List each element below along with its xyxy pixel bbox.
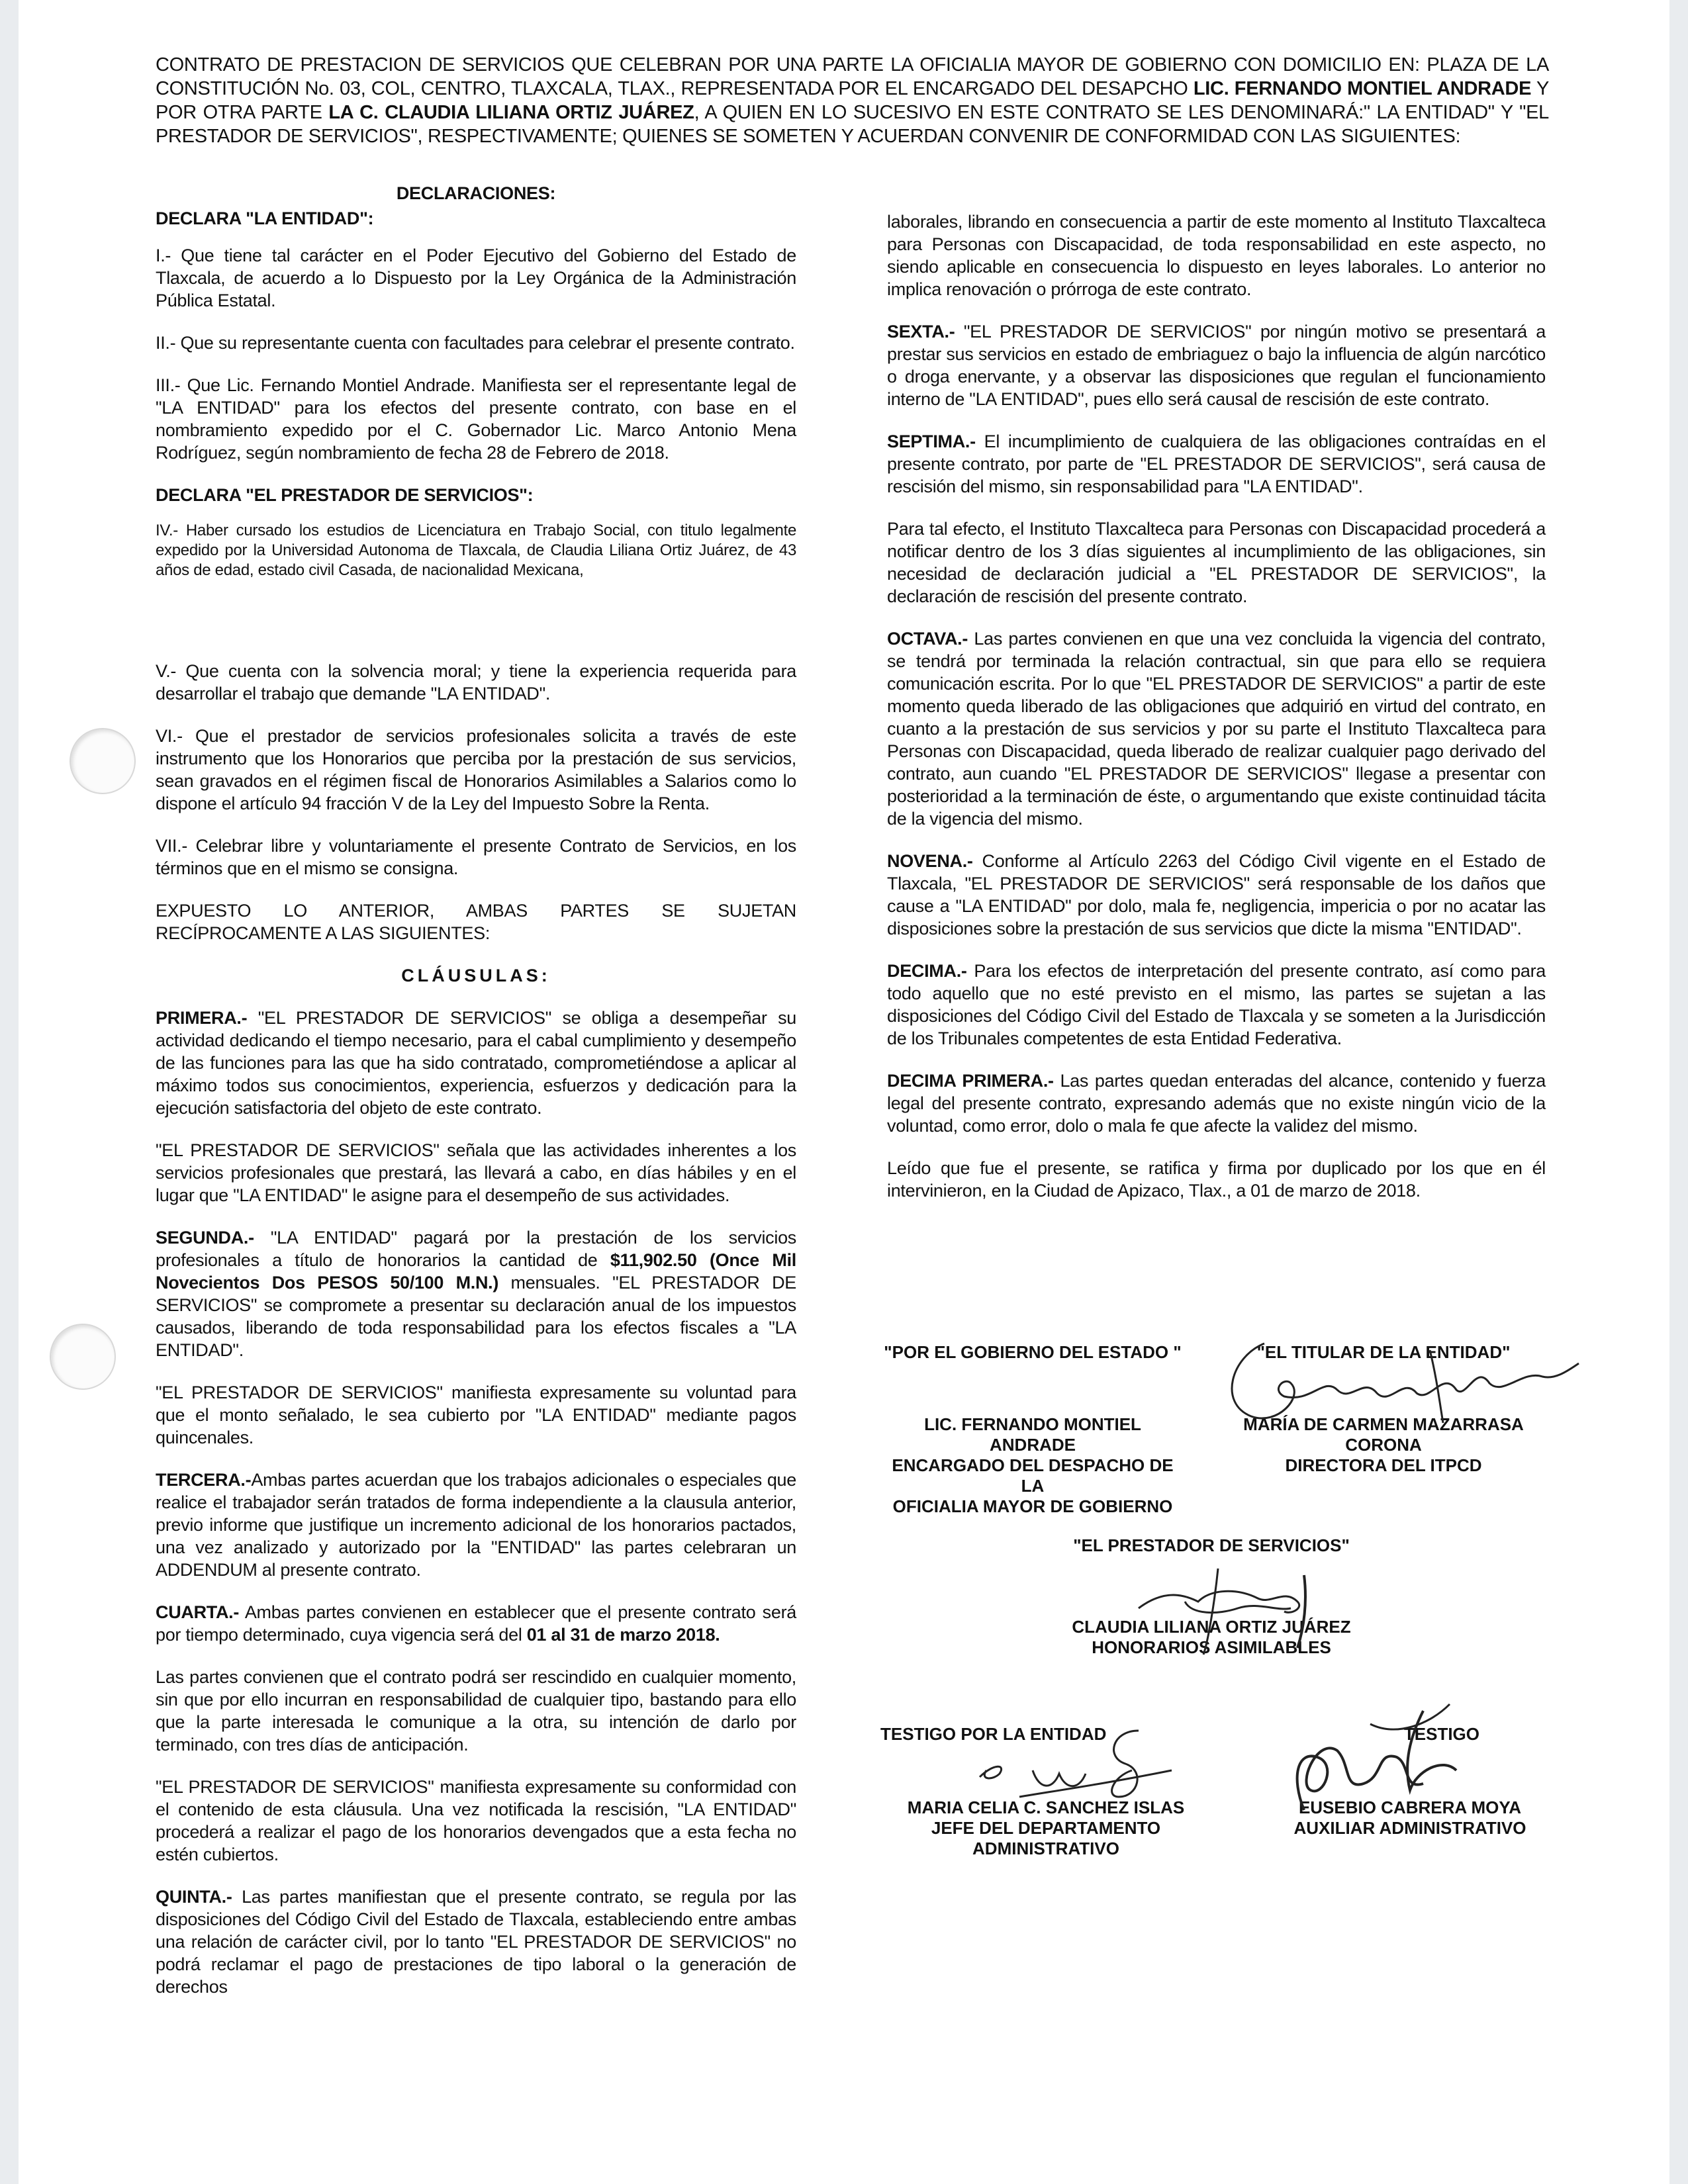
declaracion-ii: II.- Que su representante cuenta con facultades para celebrar el presente contrato. — [156, 333, 795, 353]
clausula-tercera-text: Ambas partes acuerdan que los trabajos adicionales o especiales que realice el trabajador serán tratados de forma independiente a la clausula anterior, previo informe que justifique un incremento adicional de los honorarios pactados, una vez analizado y autorizado por la "ENTIDAD" las partes celebraran un ADDENDUM al presente contrato. — [156, 1470, 796, 1580]
declaracion-vii: VII.- Celebrar libre y voluntariamente el presente Contrato de Servicios, en los términos que en el mismo se consigna. — [156, 836, 796, 878]
clausula-septima-text: El incumplimiento de cualquiera de las obligaciones contraídas en el presente contrato, por parte de "EL PRESTADOR DE SERVICIOS", será causa de rescisión del mismo, sin responsabilidad para "LA ENTIDAD". — [887, 432, 1546, 496]
prestador-title: HONORARIOS ASIMILABLES — [1092, 1637, 1331, 1657]
header-text-1: CONTRATO DE PRESTACION DE SERVICIOS QUE CELEBRAN POR UNA PARTE LA OFICIALIA MAYOR DE GOBIERNO CON DOMICILIO EN: PLAZA DE LA CONSTITUCIÓN No. 03, COL, CENTRO, TLAXCALA, TLAX., REPRESENTADA POR EL ENCARGADO DEL DESAPCHO — [156, 54, 1549, 99]
scan-edge-left — [0, 0, 19, 2184]
leido-paragraph: Leído que fue el presente, se ratifica y firma por duplicado por los que en él intervinieron, en la Ciudad de Apizaco, Tlax., a 01 de marzo de 2018. — [887, 1158, 1546, 1201]
declara-entidad-heading: DECLARA "LA ENTIDAD": — [156, 208, 374, 228]
clausula-tercera — [156, 1469, 796, 1581]
prestador-name: CLAUDIA LILIANA ORTIZ JUÁREZ — [1072, 1617, 1351, 1637]
clausula-cuarta-title: CUARTA.- — [156, 1602, 240, 1622]
clausula-septima — [887, 430, 1546, 498]
prestador-heading: "EL PRESTADOR DE SERVICIOS" — [1073, 1535, 1350, 1555]
clausula-decima-primera-text: Las partes quedan enteradas del alcance, contenido y fuerza legal del presente contrato, expresando además que no existe ningún vicio de la voluntad, como error, dolo o mala fe que afecte la validez del mismo. — [887, 1071, 1546, 1136]
clausula-segunda-text-b: mensuales. "EL PRESTADOR DE SERVICIOS" se compromete a presentar su declaración anual de los impuestos causados, liberando de toda responsabilidad para los efectos fiscales a "LA ENTIDAD". — [156, 1273, 796, 1360]
clausula-octava — [887, 627, 1546, 830]
testigo-name: EUSEBIO CABRERA MOYA — [1298, 1797, 1522, 1817]
clausula-novena-text: Conforme al Artículo 2263 del Código Civil vigente en el Estado de Tlaxcala, "EL PRESTADOR DE SERVICIOS" será responsable de los daños que cause a "LA ENTIDAD" por dolo, mala fe, negligencia, impericia o por no acatar las disposiciones sobre la prestación de sus servicios que dicte la misma "ENTIDAD". — [887, 851, 1546, 938]
clausula-cuarta-2: Las partes convienen que el contrato podrá ser rescindido en cualquier momento, sin que por ello incurran en responsabilidad de cualquier tipo, bastando para ello que la parte interesada le comunique a la otra, su intención de darlo por terminado, con tres días de anticipación. — [156, 1667, 796, 1754]
prestador-signature-image — [1125, 1549, 1337, 1658]
clausula-decima — [887, 960, 1546, 1050]
declaracion-iv: IV.- Haber cursado los estudios de Licenciatura en Trabajo Social, con titulo legalmente expedido por la Universidad Autonoma de Tlaxcala, de Claudia Liliana Ortiz Juárez, de 43 años de edad, estado civil Casada, de nacionalidad Mexicana, — [156, 522, 796, 579]
clausula-septima-2: Para tal efecto, el Instituto Tlaxcalteca para Personas con Discapacidad procederá a notificar dentro de los 3 días siguientes al incumplimiento de las obligaciones, sin necesidad de declaración judicial a "EL PRESTADOR DE SERVICIOS", la declaración de rescisión del presente contrato. — [887, 519, 1546, 606]
clausula-decima-text: Para los efectos de interpretación del presente contrato, así como para todo aquello que no esté previsto en el mismo, las partes se sujetan a las disposiciones del Código Civil del Estado de Tlaxcala y se someten a la Jurisdicción de los Tribunales competentes de esta Entidad Federativa. — [887, 961, 1546, 1048]
clausula-primera-text: "EL PRESTADOR DE SERVICIOS" se obliga a desempeñar su actividad dedicando el tiempo necesario, para el cabal cumplimiento y desempeño de las funciones para las que ha sido contratado, comprometiéndose a aplicar al máximo todos sus conocimientos, experiencia, esfuerzos y dedicación para la ejecución satisfactoria del objeto de este contrato. — [156, 1008, 796, 1118]
clausula-segunda-text-a: "LA ENTIDAD" pagará por la prestación de los servicios profesionales a título de honorarios la cantidad de — [156, 1228, 796, 1270]
clausula-sexta — [887, 320, 1546, 410]
declaracion-iii: III.- Que Lic. Fernando Montiel Andrade. Manifiesta ser el representante legal de "LA ENTIDAD" para los efectos del presente contrato, con base en el nombramiento expedido por el C. Gobernador Lic. Marco Antonio Mena Rodríguez, según nombramiento de fecha 28 de Febrero de 2018. — [156, 375, 796, 463]
clausula-cuarta-dates: 01 al 31 de marzo 2018. — [526, 1625, 720, 1645]
clausula-segunda-amount: $11,902.50 (Once Mil Novecientos Dos PESOS 50/100 M.N.) — [156, 1250, 796, 1293]
redacted-area — [156, 580, 796, 633]
clausula-quinta-title: QUINTA.- — [156, 1887, 232, 1907]
punch-hole-top — [70, 728, 136, 794]
clausula-quinta-text: Las partes manifiestan que el presente contrato, se regula por las disposiciones del Código Civil del Estado de Tlaxcala, estableciendo entre ambas una relación de carácter civil, por lo tanto "EL PRESTADOR DE SERVICIOS" no podrá reclamar el pago de prestaciones de tipo laboral o la generación de derechos — [156, 1887, 796, 1997]
header-text-2: Y POR OTRA PARTE — [156, 78, 1549, 123]
gobierno-title-2: OFICIALIA MAYOR DE GOBIERNO — [892, 1496, 1173, 1516]
clausula-octava-text: Las partes convienen en que una vez concluida la vigencia del contrato, se tendrá por terminada la relación contractual, sin que para ello se requiera comunicación escrita. Por lo que "EL PRESTADOR DE SERVICIOS" a partir de este momento queda liberado de las obligaciones que adquirió en virtud del contrato, en cuanto a la prestación de sus servicios y por su parte el Instituto Tlaxcalteca para Personas con Discapacidad, queda liberado de realizar cualquier pago derivado del contrato, aun cuando "EL PRESTADOR DE SERVICIOS" llegase a presentar con posterioridad a la terminación de éste, o argumentando que existe continuidad tácita de la vigencia del mismo. — [887, 629, 1546, 829]
clausula-sexta-title: SEXTA.- — [887, 322, 955, 341]
punch-hole-bottom — [50, 1324, 116, 1390]
testigo-entidad-signature-image — [953, 1717, 1178, 1827]
clausula-decima-primera-title: DECIMA PRIMERA.- — [887, 1071, 1054, 1091]
clausula-cuarta — [156, 1601, 796, 1646]
clausula-novena-title: NOVENA.- — [887, 851, 973, 871]
testigo-signature-image — [1278, 1698, 1476, 1820]
right-column — [887, 210, 1546, 1222]
clausulas-heading: CLÁUSULAS: — [401, 966, 551, 985]
testigo-entidad-title-2: ADMINISTRATIVO — [972, 1839, 1119, 1858]
clausula-novena — [887, 850, 1546, 940]
titular-name-2: CORONA — [1345, 1435, 1422, 1455]
declaracion-v: V.- Que cuenta con la solvencia moral; y tiene la experiencia requerida para desarrollar el trabajo que demande "LA ENTIDAD". — [156, 661, 796, 704]
clausula-sexta-text: "EL PRESTADOR DE SERVICIOS" por ningún motivo se presentará a prestar sus servicios en estado de embriaguez o bajo la influencia de algún narcótico o droga enervante, y a observar las disposiciones que regulan el funcionamiento interno de "LA ENTIDAD", pues ello será causal de rescisión de este contrato. — [887, 322, 1546, 409]
declaracion-vi: VI.- Que el prestador de servicios profesionales solicita a través de este instrumento que los Honorarios que perciba por la prestación de sus servicios, sean gravados en el régimen fiscal de Honorarios Asimilables a Salarios como lo dispone el artículo 94 fracción V de la Ley del Impuesto Sobre la Renta. — [156, 726, 796, 813]
clausula-cuarta-3: "EL PRESTADOR DE SERVICIOS" manifiesta expresamente su conformidad con el contenido de esta cláusula. Una vez notificada la rescisión, "LA ENTIDAD" procederá a realizar el pago de los honorarios devengados que a esta fecha no estén cubiertos. — [156, 1777, 796, 1864]
header-provider: LA C. CLAUDIA LILIANA ORTIZ JUÁREZ — [328, 102, 694, 123]
clausula-septima-title: SEPTIMA.- — [887, 432, 976, 451]
clausula-octava-title: OCTAVA.- — [887, 629, 968, 649]
clausula-primera-title: PRIMERA.- — [156, 1008, 248, 1028]
testigo-entidad-heading: TESTIGO POR LA ENTIDAD — [880, 1724, 1107, 1744]
gobierno-name: LIC. FERNANDO MONTIEL ANDRADE — [924, 1414, 1141, 1455]
declaracion-i: I.- Que tiene tal carácter en el Poder Ejecutivo del Gobierno del Estado de Tlaxcala, de acuerdo a lo Dispuesto por la Ley Orgánica de la Administración Pública Estatal. — [156, 246, 796, 310]
gobierno-heading: "POR EL GOBIERNO DEL ESTADO " — [884, 1342, 1182, 1362]
signature-block-gobierno — [880, 1342, 1185, 1517]
declara-prestador-heading: DECLARA "EL PRESTADOR DE SERVICIOS": — [156, 485, 534, 505]
contract-header — [156, 53, 1549, 148]
gobierno-title-1: ENCARGADO DEL DESPACHO DE LA — [892, 1455, 1174, 1496]
clausula-decima-primera — [887, 1069, 1546, 1137]
clausula-cuarta-text: Ambas partes convienen en establecer que el presente contrato será por tiempo determinado, cuya vigencia será del — [156, 1602, 796, 1645]
clausula-segunda-2: "EL PRESTADOR DE SERVICIOS" manifiesta expresamente su voluntad para que el monto señalado, le sea cubierto por "LA ENTIDAD" mediante pagos quincenales. — [156, 1383, 796, 1447]
left-column — [156, 182, 796, 2018]
clausula-segunda — [156, 1226, 796, 1361]
header-text-3: , A QUIEN EN LO SUCESIVO EN ESTE CONTRATO SE LES DENOMINARÁ:" LA ENTIDAD" Y "EL PRESTADOR DE SERVICIOS", RESPECTIVAMENTE; QUIENES SE SOMETEN Y ACUERDAN CONVENIR DE CONFORMIDAD CON LAS SIGUIENTES: — [156, 102, 1550, 147]
titular-signature-image — [1211, 1330, 1582, 1433]
declaraciones-heading: DECLARACIONES: — [396, 183, 556, 203]
testigo-title: AUXILIAR ADMINISTRATIVO — [1293, 1818, 1526, 1838]
clausula-decima-title: DECIMA.- — [887, 961, 967, 981]
testigo-heading: TESTIGO — [1403, 1724, 1479, 1744]
scan-edge-right — [1669, 0, 1688, 2184]
clausula-quinta-continued: laborales, librando en consecuencia a partir de este momento al Instituto Tlaxcalteca para Personas con Discapacidad, de toda responsabilidad en este aspecto, no siendo aplicable en consecuencia lo dispuesto en leyes laborales. Lo anterior no implica renovación o prórroga de este contrato. — [887, 212, 1546, 299]
clausula-quinta — [156, 1886, 796, 1998]
titular-heading: "EL TITULAR DE LA ENTIDAD" — [1256, 1342, 1511, 1362]
clausula-primera-2: "EL PRESTADOR DE SERVICIOS" señala que las actividades inherentes a los servicios profesionales que prestará, las llevará a cabo, en días hábiles y en el lugar que "LA ENTIDAD" le asigne para el desempeño de sus actividades. — [156, 1140, 796, 1205]
clausula-tercera-title: TERCERA.- — [156, 1470, 252, 1490]
testigo-entidad-title-1: JEFE DEL DEPARTAMENTO — [931, 1818, 1161, 1838]
clausula-primera — [156, 1007, 796, 1119]
expuesto-paragraph: EXPUESTO LO ANTERIOR, AMBAS PARTES SE SUJETAN RECÍPROCAMENTE A LAS SIGUIENTES: — [156, 901, 796, 943]
titular-name-1: MARÍA DE CARMEN MAZARRASA — [1243, 1414, 1524, 1434]
header-representative: LIC. FERNANDO MONTIEL ANDRADE — [1193, 78, 1532, 99]
titular-title: DIRECTORA DEL ITPCD — [1285, 1455, 1482, 1475]
testigo-entidad-name: MARIA CELIA C. SANCHEZ ISLAS — [907, 1797, 1185, 1817]
clausula-segunda-title: SEGUNDA.- — [156, 1228, 254, 1248]
